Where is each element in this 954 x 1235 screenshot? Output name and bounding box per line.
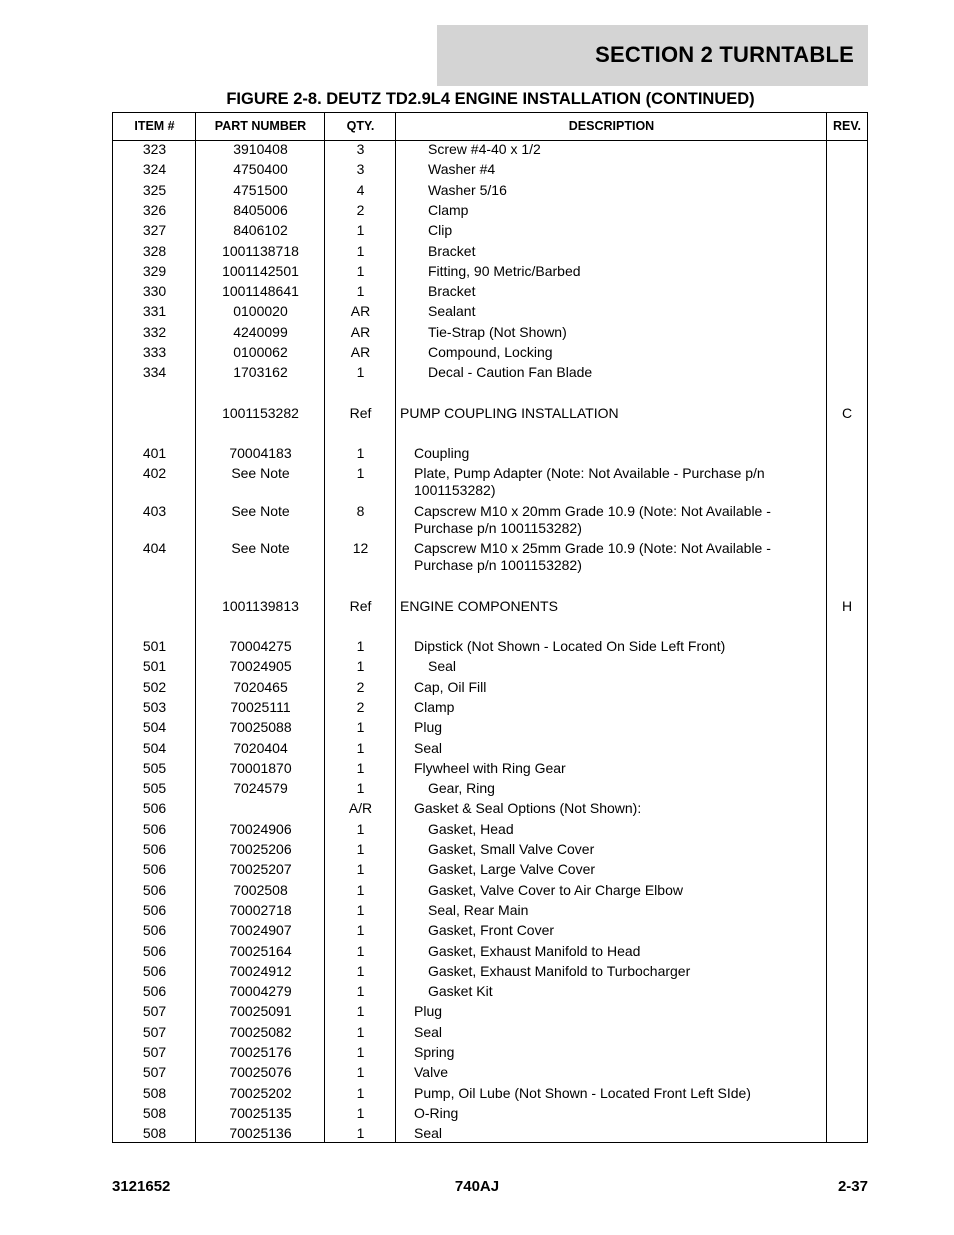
description-cell — [396, 882, 827, 899]
part-number-cell: 70004275 — [229, 638, 292, 654]
column-header-item: ITEM # — [134, 119, 175, 133]
description-cell — [396, 902, 827, 919]
description-cell — [396, 638, 827, 655]
part-number-cell: 70004183 — [229, 444, 292, 461]
footer-doc-number: 3121652 — [112, 1178, 171, 1195]
part-number-cell: 1001142501 — [222, 262, 299, 279]
part-number-cell: 8406102 — [233, 222, 288, 239]
item-cell: 502 — [142, 678, 167, 695]
description-text: Clamp — [428, 201, 469, 218]
part-number-cell: 70025136 — [229, 1125, 292, 1142]
description-cell — [396, 1003, 827, 1020]
item-cell: 504 — [142, 739, 167, 756]
item-cell: 508 — [142, 1084, 167, 1101]
column-header-description: DESCRIPTION — [568, 119, 655, 133]
qty-cell: 2 — [356, 201, 365, 218]
qty-cell: 1 — [356, 444, 365, 461]
qty-cell: 1 — [356, 283, 365, 300]
qty-cell: 1 — [356, 1104, 365, 1121]
item-cell: 506 — [142, 901, 167, 918]
description-text: Gasket, Exhaust Manifold to Head — [428, 942, 641, 959]
description-text: Spring — [414, 1044, 455, 1060]
description-text: Seal — [414, 1125, 443, 1142]
description-text: Gasket, Front Cover — [428, 922, 555, 939]
description-cell — [396, 263, 827, 280]
part-number-cell: 4240099 — [233, 323, 288, 340]
item-cell: 403 — [142, 502, 167, 519]
item-cell: 506 — [142, 962, 167, 979]
qty-cell: 1 — [356, 1023, 365, 1040]
qty-cell: 1 — [356, 1125, 365, 1142]
description-cell — [396, 324, 827, 341]
part-number-cell: 70025111 — [230, 698, 291, 715]
parts-table — [112, 112, 868, 1143]
description-text: Washer #4 — [428, 161, 496, 178]
description-text: Tie-Strap (Not Shown) — [428, 323, 567, 340]
description-cell — [396, 780, 827, 797]
part-number-cell: 1001138718 — [222, 242, 299, 259]
description-text: Clamp — [414, 698, 455, 715]
part-number-cell: 70024907 — [229, 922, 292, 939]
description-continuation: Purchase p/n 1001153282) — [414, 557, 582, 574]
part-number-cell: 7020404 — [233, 739, 288, 756]
part-number-cell: 7002508 — [233, 881, 288, 898]
item-cell: 401 — [142, 444, 167, 461]
part-number-cell: 7020465 — [233, 678, 288, 695]
description-cell — [396, 841, 827, 858]
description-text: Plate, Pump Adapter (Note: Not Available - Purchase p/n — [414, 465, 765, 482]
qty-cell: 1 — [356, 861, 365, 878]
item-cell: 326 — [142, 201, 167, 218]
description-text: Capscrew M10 x 25mm Grade 10.9 (Note: Not Available - — [414, 540, 771, 557]
part-number-cell: 70025202 — [229, 1084, 292, 1101]
description-text: Decal - Caution Fan Blade — [428, 364, 593, 381]
part-number-cell: 70025091 — [229, 1003, 292, 1020]
column-header-qty: QTY. — [346, 119, 375, 133]
description-cell — [396, 800, 827, 817]
qty-cell: 1 — [356, 658, 365, 675]
item-cell: 506 — [142, 922, 167, 939]
item-cell: 507 — [142, 1003, 167, 1020]
section-header-box — [437, 25, 868, 86]
description-text: Gasket, Small Valve Cover — [428, 841, 595, 857]
description-text: Gasket, Valve Cover to Air Charge Elbow — [428, 881, 683, 898]
part-number-cell: 70025206 — [229, 841, 292, 857]
qty-cell: 1 — [356, 841, 365, 857]
item-cell: 507 — [142, 1064, 167, 1081]
description-cell — [396, 679, 827, 696]
part-number-cell: 70002718 — [229, 901, 292, 918]
part-number-cell: 8405006 — [233, 201, 288, 218]
qty-cell: 8 — [356, 502, 365, 519]
item-cell: 323 — [142, 141, 167, 157]
description-cell — [396, 963, 827, 980]
item-cell: 507 — [142, 1023, 167, 1040]
description-cell — [396, 283, 827, 300]
description-cell — [396, 658, 827, 675]
description-cell — [396, 202, 827, 219]
description-cell — [396, 465, 827, 499]
description-cell — [396, 1105, 827, 1122]
qty-cell: 3 — [356, 141, 365, 157]
qty-cell: 1 — [356, 638, 365, 654]
qty-cell: 1 — [356, 1084, 365, 1101]
qty-cell: 1 — [356, 364, 365, 381]
description-text: Capscrew M10 x 20mm Grade 10.9 (Note: Not Available - — [414, 502, 771, 519]
part-number-cell: 1001148641 — [222, 283, 299, 300]
item-cell: 327 — [142, 222, 167, 239]
description-cell — [396, 922, 827, 939]
item-cell: 328 — [142, 242, 167, 259]
qty-cell: 1 — [356, 739, 365, 756]
footer-model: 740AJ — [454, 1178, 500, 1195]
description-text: Gasket, Exhaust Manifold to Turbocharger — [428, 962, 691, 979]
description-text: Screw #4-40 x 1/2 — [428, 141, 541, 157]
part-number-cell: 70025082 — [229, 1023, 292, 1040]
part-number-cell: See Note — [231, 540, 290, 557]
qty-cell: A/R — [348, 800, 373, 817]
description-cell — [396, 182, 827, 199]
description-text: Gasket, Large Valve Cover — [428, 861, 596, 878]
description-cell — [396, 943, 827, 960]
item-cell: 331 — [142, 303, 167, 320]
part-number-cell: 1001153282 — [222, 404, 299, 421]
description-cell — [396, 303, 827, 320]
qty-cell: Ref — [349, 404, 372, 421]
item-cell: 504 — [142, 719, 167, 736]
item-cell: 506 — [142, 983, 167, 1000]
part-number-cell: 1703162 — [233, 364, 288, 381]
qty-cell: 1 — [356, 942, 365, 959]
description-cell — [396, 821, 827, 838]
description-text: Coupling — [414, 444, 470, 461]
qty-cell: 3 — [356, 161, 365, 178]
description-text: Flywheel with Ring Gear — [414, 759, 566, 776]
item-cell: 507 — [142, 1044, 167, 1060]
part-number-cell: See Note — [231, 465, 290, 482]
qty-cell: 1 — [356, 465, 365, 482]
item-cell: 404 — [142, 540, 167, 557]
part-number-cell: 70024905 — [229, 658, 292, 675]
item-cell: 506 — [142, 881, 167, 898]
description-cell — [396, 760, 827, 777]
description-continuation: Purchase p/n 1001153282) — [414, 519, 582, 536]
part-number-cell: See Note — [231, 502, 290, 519]
qty-cell: 1 — [356, 1003, 365, 1020]
description-cell — [396, 243, 827, 260]
description-cell — [396, 598, 827, 615]
description-cell — [396, 699, 827, 716]
description-text: Cap, Oil Fill — [414, 678, 487, 695]
item-cell: 325 — [142, 181, 167, 198]
footer-page-number: 2-37 — [837, 1178, 868, 1195]
part-number-cell: 1001139813 — [222, 597, 299, 614]
item-cell: 501 — [142, 658, 167, 675]
item-cell: 334 — [142, 364, 167, 381]
qty-cell: 1 — [356, 262, 365, 279]
description-cell — [396, 161, 827, 178]
qty-cell: 2 — [356, 698, 365, 715]
item-cell: 506 — [142, 942, 167, 959]
qty-cell: Ref — [349, 597, 372, 614]
description-text: Sealant — [428, 303, 476, 320]
description-text: Compound, Locking — [428, 344, 553, 360]
item-cell: 333 — [142, 344, 167, 360]
description-text: Gear, Ring — [428, 780, 495, 797]
item-cell: 505 — [142, 780, 167, 797]
description-cell — [396, 540, 827, 574]
qty-cell: 1 — [356, 759, 365, 776]
part-number-cell: 0100062 — [233, 344, 288, 360]
part-number-cell: 70025176 — [229, 1044, 292, 1060]
qty-cell: 1 — [356, 901, 365, 918]
item-cell: 506 — [142, 800, 167, 817]
item-cell: 505 — [142, 759, 167, 776]
part-number-cell: 4750400 — [233, 161, 288, 178]
part-number-cell: 70001870 — [229, 759, 292, 776]
part-number-cell: 70025088 — [229, 719, 292, 736]
part-number-cell: 70025164 — [229, 942, 292, 959]
qty-cell: 1 — [356, 1064, 365, 1081]
part-number-cell: 70025135 — [229, 1104, 292, 1121]
rev-cell: C — [841, 404, 853, 421]
description-text: ENGINE COMPONENTS — [400, 597, 558, 614]
description-text: Clip — [428, 222, 453, 239]
description-cell — [396, 740, 827, 757]
part-number-cell: 4751500 — [233, 181, 288, 198]
description-text: Bracket — [428, 242, 476, 259]
figure-title: FIGURE 2-8. DEUTZ TD2.9L4 ENGINE INSTALLATION (CONTINUED) — [226, 90, 755, 108]
description-text: Seal — [428, 658, 457, 675]
item-cell: 402 — [142, 465, 167, 482]
description-text: Gasket, Head — [428, 820, 514, 837]
item-cell: 324 — [142, 161, 167, 178]
description-text: Gasket Kit — [428, 983, 493, 1000]
qty-cell: 1 — [356, 983, 365, 1000]
description-cell — [396, 141, 827, 158]
description-cell — [396, 222, 827, 239]
description-text: O-Ring — [414, 1104, 459, 1121]
description-cell — [396, 405, 827, 422]
qty-cell: AR — [350, 323, 371, 340]
qty-cell: 1 — [356, 222, 365, 239]
description-cell — [396, 861, 827, 878]
description-text: Seal — [414, 739, 443, 756]
qty-cell: 1 — [356, 242, 365, 259]
qty-cell: AR — [350, 303, 371, 320]
description-cell — [396, 1085, 827, 1102]
item-cell: 501 — [142, 638, 167, 654]
item-cell: 506 — [142, 861, 167, 878]
description-cell — [396, 445, 827, 462]
description-text: Seal — [414, 1023, 443, 1040]
rev-cell: H — [841, 597, 853, 614]
part-number-cell: 70025207 — [229, 861, 292, 878]
qty-cell: 1 — [356, 719, 365, 736]
item-cell: 506 — [142, 820, 167, 837]
item-cell: 332 — [142, 323, 167, 340]
description-text: Bracket — [428, 283, 476, 300]
part-number-cell: 70025076 — [229, 1064, 292, 1081]
qty-cell: 1 — [356, 962, 365, 979]
description-text: Seal, Rear Main — [428, 901, 529, 918]
qty-cell: 1 — [356, 820, 365, 837]
part-number-cell: 3910408 — [233, 141, 288, 157]
part-number-cell: 70024906 — [229, 820, 292, 837]
qty-cell: 1 — [356, 922, 365, 939]
section-title: SECTION 2 TURNTABLE — [595, 42, 854, 67]
qty-cell: AR — [350, 344, 371, 360]
description-cell — [396, 364, 827, 381]
qty-cell: 1 — [356, 780, 365, 797]
item-cell: 508 — [142, 1125, 167, 1142]
qty-cell: 2 — [356, 678, 365, 695]
description-cell — [396, 503, 827, 537]
item-cell: 503 — [142, 698, 167, 715]
item-cell: 508 — [142, 1104, 167, 1121]
description-text: Washer 5/16 — [428, 181, 507, 198]
description-cell — [396, 1125, 827, 1142]
part-number-cell: 70024912 — [229, 962, 292, 979]
qty-cell: 1 — [356, 881, 365, 898]
part-number-cell: 0100020 — [233, 303, 288, 320]
part-number-cell: 7024579 — [233, 780, 288, 797]
item-cell: 330 — [142, 283, 167, 300]
description-cell — [396, 719, 827, 736]
description-cell — [396, 344, 827, 361]
description-text: Gasket & Seal Options (Not Shown): — [414, 800, 642, 817]
description-text: Dipstick (Not Shown - Located On Side Left Front) — [414, 638, 726, 654]
qty-cell: 4 — [356, 181, 365, 198]
description-text: Plug — [414, 1003, 443, 1020]
item-cell: 506 — [142, 841, 167, 857]
qty-cell: 1 — [356, 1044, 365, 1060]
description-cell — [396, 1064, 827, 1081]
column-header-part-number: PART NUMBER — [214, 119, 307, 133]
part-number-cell: 70004279 — [229, 983, 292, 1000]
qty-cell: 12 — [352, 540, 369, 557]
description-text: Pump, Oil Lube (Not Shown - Located Front Left SIde) — [414, 1084, 751, 1101]
description-text: PUMP COUPLING INSTALLATION — [400, 404, 619, 421]
description-cell — [396, 1024, 827, 1041]
description-text: Plug — [414, 719, 443, 736]
description-continuation: 1001153282) — [414, 482, 496, 499]
description-text: Fitting, 90 Metric/Barbed — [428, 262, 581, 279]
column-header-rev: REV. — [832, 119, 862, 133]
description-cell — [396, 983, 827, 1000]
description-text: Valve — [414, 1064, 448, 1081]
item-cell: 329 — [142, 262, 167, 279]
description-cell — [396, 1044, 827, 1061]
